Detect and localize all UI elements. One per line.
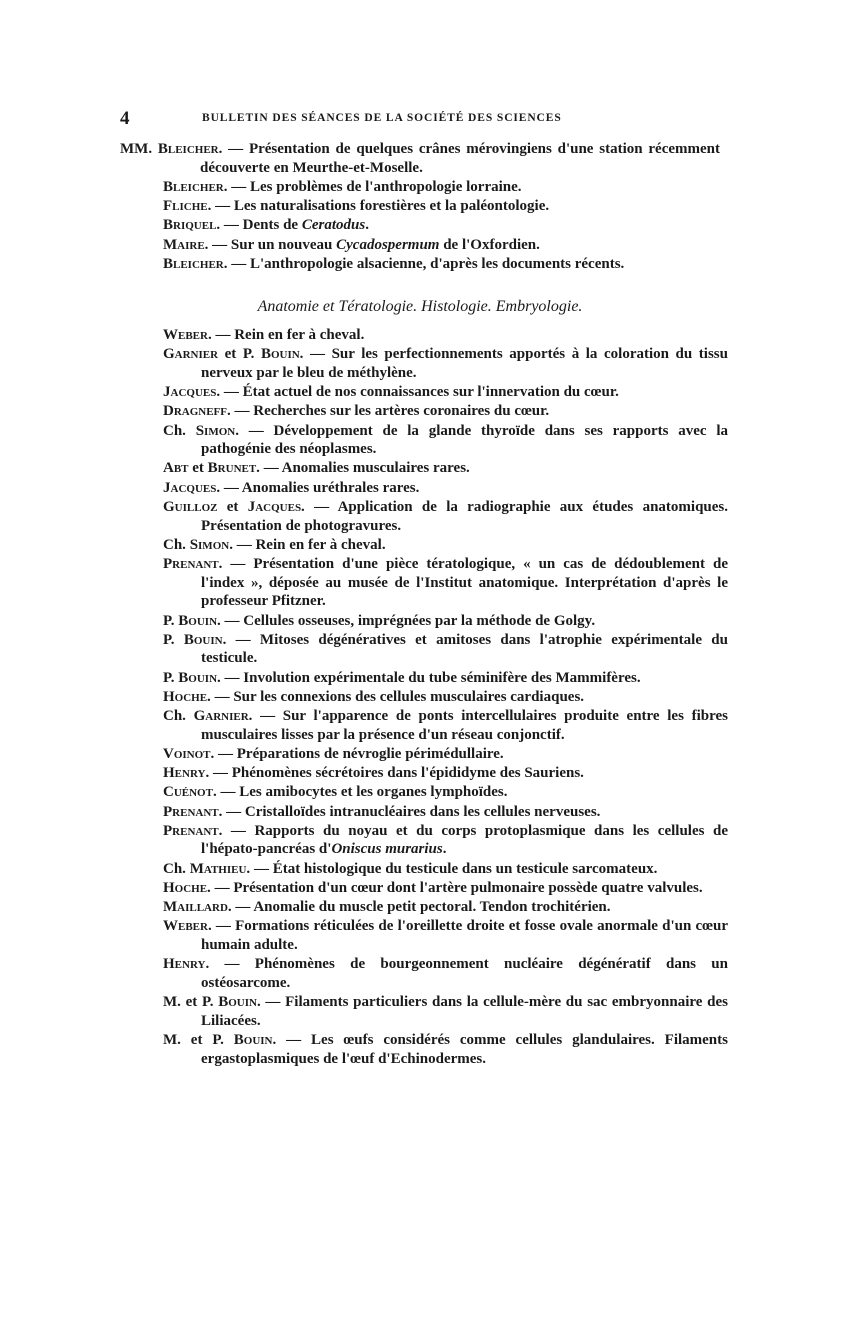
author-name: Garnier — [163, 346, 219, 363]
entry-text: — Recherches sur les artères coronaires du cœur. — [230, 403, 550, 420]
entry-text: — Sur les connexions des cellules musculaires cardiaques. — [210, 688, 585, 705]
author-name: Bouin. — [260, 346, 304, 363]
list-item — [163, 402, 728, 421]
entry-text: — Rein en fer à cheval. — [232, 536, 386, 553]
author-name: Simon. — [195, 422, 239, 439]
entry-text: — Rapports du noyau et du corps protoplasmique dans les cellules de l'hépato-pancréas d' — [201, 822, 728, 858]
author-name: Prenant. — [163, 555, 223, 572]
author-name: Bouin. — [218, 994, 261, 1011]
list-item — [163, 745, 728, 764]
author-name: Maire. — [163, 236, 209, 253]
author-name: Prenant. — [163, 803, 223, 820]
entry-text: — Phénomènes sécrétoires dans l'épididyme des Sauriens. — [209, 765, 584, 782]
list-item — [163, 479, 728, 498]
author-name: Bleicher. — [157, 141, 223, 157]
list-item — [163, 345, 728, 382]
entry-text: — Développement de la glande thyroïde dans ses rapports avec la pathogénie des néoplasmes. — [201, 422, 728, 458]
entry-text: — Formations réticulées de l'oreillette droite et fosse ovale anormale d'un cœur humain adulte. — [201, 918, 728, 953]
section-2-list — [163, 326, 728, 1069]
page-header — [120, 108, 730, 132]
entry-text: — Présentation d'une pièce tératologique, « un cas de dédoublement de l'index », déposée au musée de l'Institut anatomique. Interprétation d'après le professeur Pfitzner. — [201, 555, 728, 610]
entry-prefix: M. et P. — [163, 1032, 234, 1049]
entry-text: — Mitoses dégénératives et amitoses dans l'atrophie expérimentale du testicule. — [201, 631, 728, 667]
author-name: Maillard. — [163, 899, 232, 916]
list-item — [163, 197, 728, 216]
entry-prefix: P. — [163, 612, 179, 629]
page-number: 4 — [120, 108, 130, 129]
entry-text: — Application de la radiographie aux études anatomiques. Présentation de photogravures. — [201, 498, 728, 534]
entry-text: — État actuel de nos connaissances sur l'innervation du cœur. — [220, 384, 619, 401]
entry-text: . — [365, 217, 369, 234]
list-item — [163, 536, 728, 555]
entry-text: . — [442, 841, 447, 858]
list-item — [163, 236, 728, 255]
author-name: Brunet. — [207, 460, 260, 477]
author-name: Jacques. — [163, 479, 221, 496]
list-item — [163, 688, 728, 707]
author-name: Henry. — [163, 956, 210, 973]
entry-text: et — [217, 498, 248, 515]
entry-prefix: Ch. — [163, 422, 196, 439]
entry-text: de l'Oxfordien. — [439, 236, 540, 253]
author-name: Guilloz — [163, 498, 218, 515]
entry-text: — Filaments particuliers dans la cellule-mère du sac embryonnaire des Liliacées. — [201, 994, 728, 1029]
author-name: Jacques. — [247, 498, 305, 515]
first-entry-block — [120, 140, 720, 178]
list-item — [163, 822, 728, 859]
author-name: Garnier. — [193, 708, 253, 725]
list-item — [163, 783, 728, 802]
list-item — [163, 216, 728, 235]
author-name: Bouin. — [233, 1032, 277, 1049]
entry-text: — Cristalloïdes intranucléaires dans les cellules nerveuses. — [222, 803, 601, 820]
entry-text: — Anomalie du muscle petit pectoral. Tendon trochitérien. — [231, 899, 611, 916]
entry-text: — Présentation de quelques crânes mérovingiens d'une station récemment découverte en Meurthe-et-Moselle. — [200, 141, 720, 176]
author-name: Mathieu. — [189, 860, 251, 877]
list-item — [163, 631, 728, 668]
author-name: Bleicher. — [163, 255, 228, 272]
entry-text: — L'anthropologie alsacienne, d'après les documents récents. — [227, 255, 625, 272]
author-name: Dragneff. — [163, 403, 231, 420]
author-name: Voinot. — [163, 745, 215, 762]
entry-prefix: Ch. — [163, 860, 190, 877]
list-item — [163, 459, 728, 478]
list-item — [163, 255, 728, 274]
species-name: Oniscus murarius — [331, 841, 443, 858]
entry-text: — Présentation d'un cœur dont l'artère pulmonaire possède quatre valvules. — [210, 879, 703, 896]
entry-text: — Les problèmes de l'anthropologie lorraine. — [227, 179, 522, 195]
list-item — [163, 955, 728, 992]
entry-text: — Dents de — [220, 217, 302, 234]
species-name: Ceratodus — [301, 217, 366, 234]
author-name: Briquel. — [163, 217, 221, 234]
list-item — [163, 669, 728, 688]
list-item — [163, 1031, 728, 1068]
entry-text: — Anomalies uréthrales rares. — [220, 479, 420, 496]
entry-prefix: M. et P. — [163, 994, 219, 1011]
list-item — [163, 879, 728, 898]
author-name: Weber. — [163, 327, 212, 343]
author-name: Fliche. — [163, 198, 212, 215]
entry-text: — Anomalies musculaires rares. — [259, 460, 470, 477]
list-item — [163, 764, 728, 783]
list-item — [163, 612, 728, 631]
entry-text: — Phénomènes de bourgeonnement nucléaire dégénératif dans un ostéosarcome. — [201, 956, 728, 991]
entry-prefix: Ch. — [163, 708, 194, 725]
entry-text: — Sur l'apparence de ponts intercellulaires produite entre les fibres musculaires lisses par la présence d'un réseau conjonctif. — [201, 708, 728, 743]
list-item — [163, 383, 728, 402]
author-name: Weber. — [163, 918, 212, 935]
entry-text: — Les naturalisations forestières et la paléontologie. — [211, 198, 550, 215]
entry-text: — Préparations de névroglie périmédullaire. — [214, 745, 504, 762]
entry-text: — État histologique du testicule dans un testicule sarcomateux. — [250, 860, 658, 877]
author-name: Bouin. — [178, 669, 221, 686]
entry-text: — Rein en fer à cheval. — [211, 327, 365, 343]
entry-text: et — [188, 460, 208, 477]
entry-text: — Les œufs considérés comme cellules glandulaires. Filaments ergastoplasmiques de l'œuf d'Echinodermes. — [201, 1032, 728, 1067]
list-item — [163, 898, 728, 917]
list-item — [163, 707, 728, 744]
author-name: Henry. — [163, 765, 210, 782]
list-item — [163, 860, 728, 879]
entry-text: — Les amibocytes et les organes lymphoïdes. — [216, 784, 508, 801]
author-name: Abt — [163, 460, 189, 477]
list-item — [163, 422, 728, 459]
entry-text: — Sur les perfectionnements apportés à la coloration du tissu nerveux par le bleu de méthylène. — [201, 346, 728, 381]
list-item — [120, 140, 720, 177]
author-name: Jacques. — [163, 384, 221, 401]
author-name: Bleicher. — [163, 179, 228, 195]
author-name: Bouin. — [183, 631, 227, 648]
entry-text: — Sur un nouveau — [208, 236, 337, 253]
list-item — [163, 555, 728, 611]
section-heading: Anatomie et Tératologie. Histologie. Embryologie. — [257, 298, 583, 315]
entry-prefix: P. — [163, 631, 184, 648]
author-name: Cuénot. — [163, 784, 217, 801]
author-name: Prenant. — [163, 822, 223, 839]
entry-prefix: Ch. — [163, 536, 190, 553]
list-item — [163, 803, 728, 822]
entry-text: — Involution expérimentale du tube séminifère des Mammifères. — [220, 669, 641, 686]
list-item — [163, 993, 728, 1030]
section-1-list — [163, 178, 728, 274]
list-item — [163, 178, 728, 197]
list-item — [163, 326, 728, 345]
entry-prefix: MM. — [120, 141, 153, 157]
entry-text: — Cellules osseuses, imprégnées par la méthode de Golgy. — [220, 612, 596, 629]
author-name: Hoche. — [163, 879, 211, 896]
entry-text: et P. — [218, 346, 261, 363]
author-name: Simon. — [189, 536, 233, 553]
list-item — [163, 917, 728, 954]
species-name: Cycadospermum — [336, 236, 440, 253]
list-item — [163, 498, 728, 535]
entry-prefix: P. — [163, 669, 179, 686]
author-name: Hoche. — [163, 688, 211, 705]
running-title: BULLETIN DES SÉANCES DE LA SOCIÉTÉ DES SCIENCES — [202, 112, 562, 124]
author-name: Bouin. — [178, 612, 221, 629]
